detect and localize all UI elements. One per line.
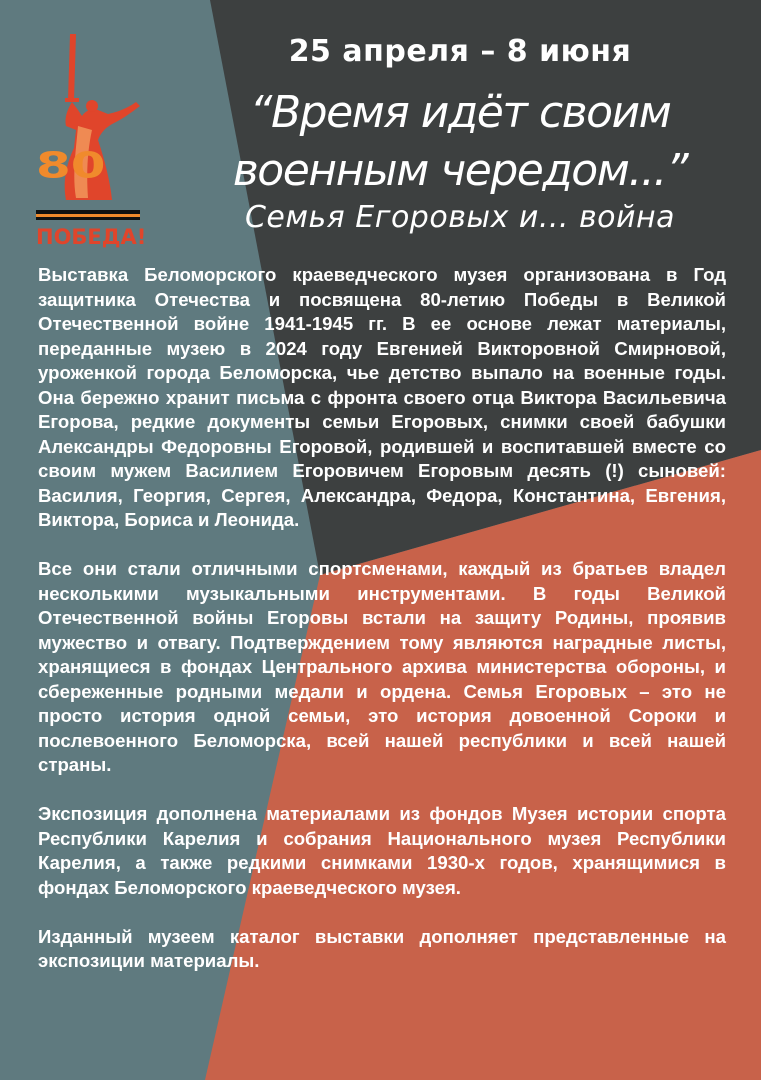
exhibition-dates: 25 апреля – 8 июня: [288, 34, 632, 69]
description-text: [38, 263, 726, 998]
title-line-2: военным чередом...”: [232, 145, 688, 196]
exhibition-subtitle: Семья Егоровых и... война: [244, 200, 676, 235]
paragraph-1: Выставка Беломорского краеведческого музея организована в Год защитника Отечества и посвящена 80-летию Победы в Великой Отечественной войне 1941-1945 гг. В ее основе лежат материалы, переданные музею в 2024 году Евгенией Викторовной Смирновой, уроженкой города Беломорска, чье детство выпало на военные годы. Она бережно хранит письма с фронта своего отца Виктора Васильевича Егорова, редкие документы семьи Егоровых, снимки своей бабушки Александры Федоровны Егоровой, родившей и воспитавшей вместе со своим мужем Василием Егоровичем Егоровым десять (!) сыновей: Василия, Георгия, Сергея, Александра, Федора, Константина, Евгения, Виктора, Бориса и Леонида.: [38, 264, 726, 530]
logo-word: ПОБЕДА!: [36, 225, 147, 249]
paragraph-3: Экспозиция дополнена материалами из фондов Музея истории спорта Республики Карелия и собрания Национального музея Республики Карелия, а также редкими снимками 1930-х годов, хранящимися в фондах Беломорского краеведческого музея.: [38, 803, 726, 898]
victory-80-logo-icon: [32, 30, 150, 252]
exhibition-title: [160, 84, 760, 200]
title-line-1: “Время идёт своим: [249, 87, 671, 138]
paragraph-4: Изданный музеем каталог выставки дополняет представленные на экспозиции материалы.: [38, 925, 726, 971]
paragraph-2: Все они стали отличными спортсменами, каждый из братьев владел несколькими музыкальными инструментами. В годы Великой Отечественной войны Егоровы встали на защиту Родины, проявив мужество и отвагу. Подтверждением тому являются наградные листы, хранящиеся в фондах Центрального архива министерства обороны, и сбереженные родными медали и ордена. Семья Егоровых – это не просто история одной семьи, это история довоенной Сороки и послевоенного Беломорска, всей нашей республики и всей нашей страны.: [38, 558, 726, 775]
logo-number: 80: [36, 145, 106, 187]
